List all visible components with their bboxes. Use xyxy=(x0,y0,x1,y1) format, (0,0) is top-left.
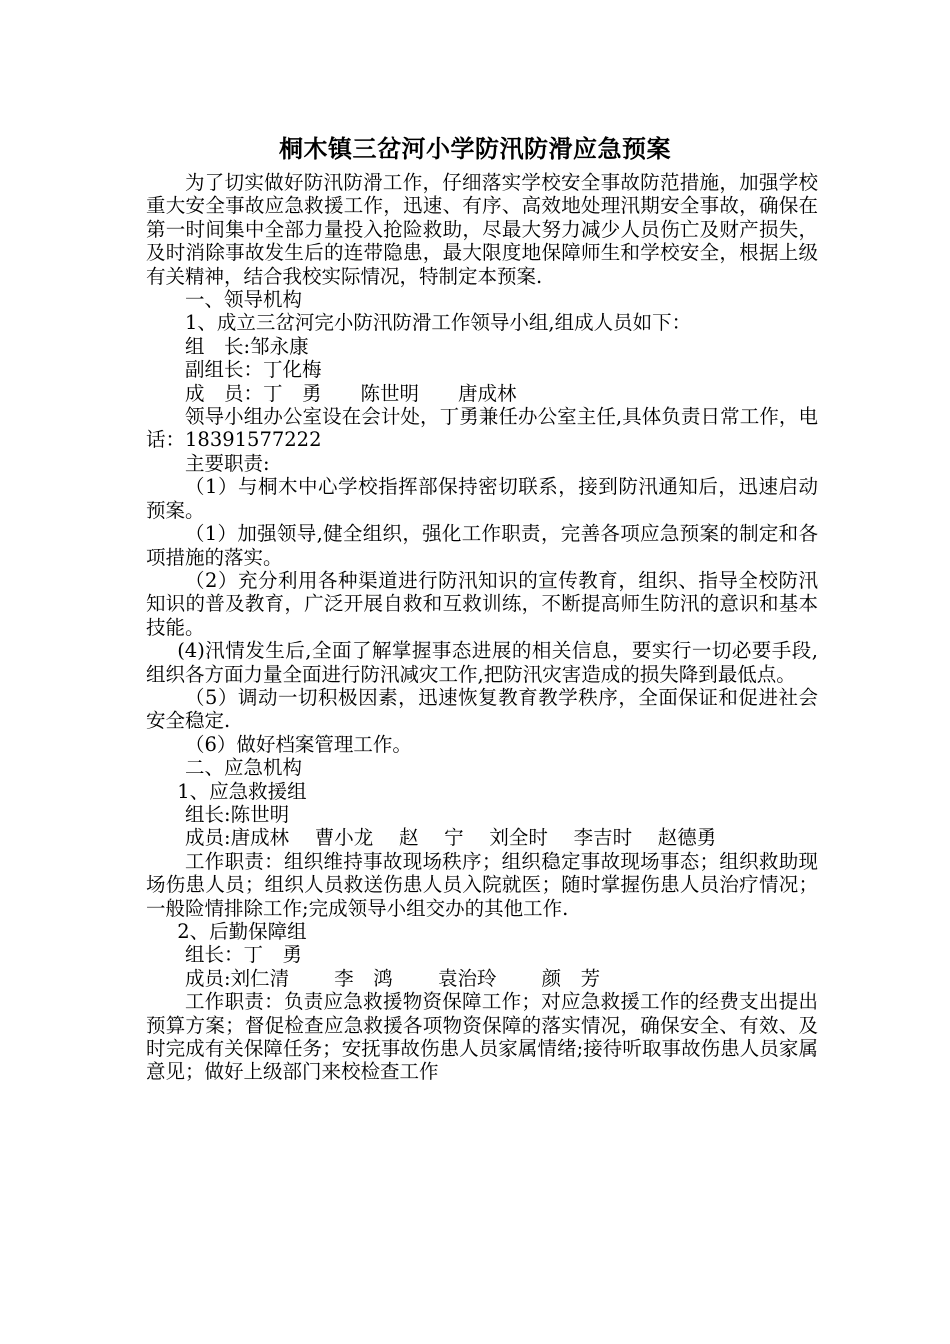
duty-item: （1）与桐木中心学校指挥部保持密切联系，接到防汛通知后，迅速启动预案。 xyxy=(146,475,818,522)
duty-item: （6）做好档案管理工作。 xyxy=(185,732,412,756)
intro-paragraph: 为了切实做好防汛防滑工作，仔细落实学校安全事故防范措施，加强学校重大安全事故应急救援工作，迅速、有序、高效地处理汛期安全事故，确保在第一时间集中全部力量投入抢险救助，尽最大努力减少人员伤亡及财产损失，及时消除事故发生后的连带隐患，最大限度地保障师生和学校安全，根据上级有关精神，结合我校实际情况，特制定本预案. xyxy=(146,171,818,288)
subsection-heading-rescue: 1、应急救援组 xyxy=(177,779,307,803)
members-line: 成 员：丁 勇 陈世明 唐成林 xyxy=(185,381,517,405)
document-title: 桐木镇三岔河小学防汛防滑应急预案 xyxy=(279,134,671,163)
deputy-leader-line: 副组长：丁化梅 xyxy=(185,358,322,382)
logistics-members-line: 成员:刘仁清 李 鸿 袁治玲 颜 芳 xyxy=(185,966,601,990)
rescue-members-line: 成员:唐成林 曹小龙 赵 宁 刘全时 李吉时 赵德勇 xyxy=(185,826,717,850)
rescue-duties-paragraph: 工作职责：组织维持事故现场秩序；组织稳定事故现场事态；组织救助现场伤患人员；组织人员救送伤患人员入院就医；随时掌握伤患人员治疗情况；一般险情排除工作;完成领导小组交办的其他工作. xyxy=(146,849,818,920)
duty-item: （1）加强领导,健全组织，强化工作职责，完善各项应急预案的制定和各项措施的落实。 xyxy=(146,522,818,569)
office-info-paragraph: 领导小组办公室设在会计处，丁勇兼任办公室主任,具体负责日常工作，电话：18391577222 xyxy=(146,405,818,452)
logistics-leader-line: 组长：丁 勇 xyxy=(185,943,303,967)
duties-heading: 主要职责: xyxy=(185,451,270,475)
duty-item: （5）调动一切积极因素，迅速恢复教育教学秩序，全面保证和促进社会安全稳定. xyxy=(146,685,818,733)
section-heading-leadership: 一、领导机构 xyxy=(185,288,303,312)
leadership-group-intro: 1、成立三岔河完小防汛防滑工作领导小组,组成人员如下： xyxy=(185,311,692,335)
rescue-leader-line: 组长:陈世明 xyxy=(185,802,290,826)
subsection-heading-logistics: 2、后勤保障组 xyxy=(177,920,307,943)
leader-line: 组 长:邹永康 xyxy=(185,334,309,358)
logistics-duties-paragraph: 工作职责：负责应急救援物资保障工作；对应急救援工作的经费支出提出预算方案；督促检查应急救援各项物资保障的落实情况，确保安全、有效、及时完成有关保障任务；安抚事故伤患人员家属情绪;接待听取事故伤患人员家属意见；做好上级部门来校检查工作 xyxy=(146,990,818,1084)
section-heading-emergency: 二、应急机构 xyxy=(185,756,303,780)
document-body xyxy=(146,171,818,1084)
duty-item: (4)汛情发生后,全面了解掌握事态进展的相关信息，要实行一切必要手段,组织各方面力量全面进行防汛减灾工作,把防汛灾害造成的损失降到最低点。 xyxy=(146,639,818,686)
duty-item: （2）充分利用各种渠道进行防汛知识的宣传教育，组织、指导全校防汛知识的普及教育，广泛开展自救和互救训练，不断提高师生防汛的意识和基本技能。 xyxy=(146,568,818,639)
